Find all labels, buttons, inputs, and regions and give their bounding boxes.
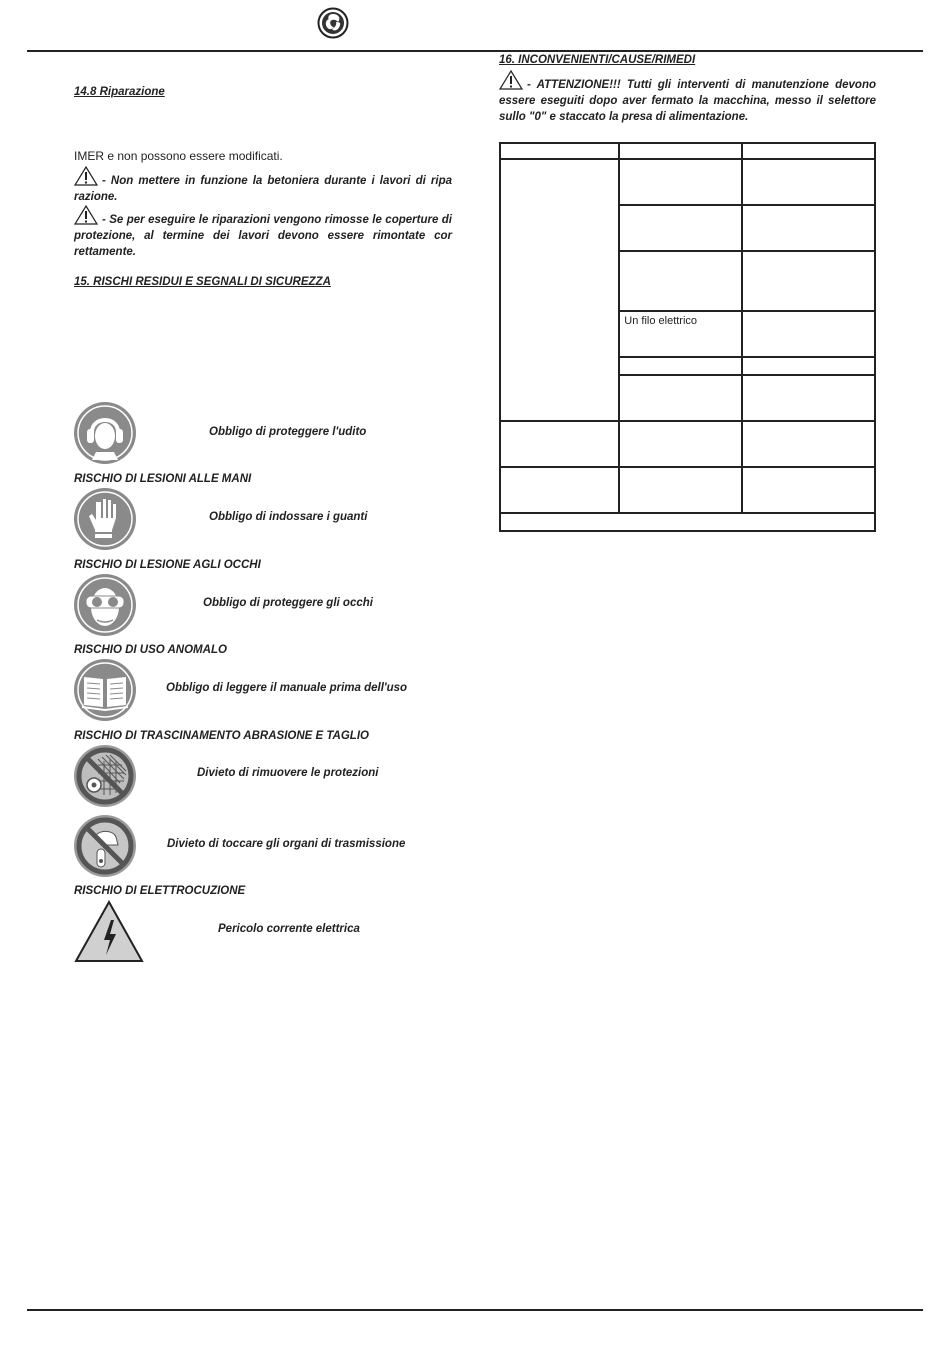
section-14-8-title: 14.8 Riparazione bbox=[74, 86, 165, 98]
attention-warning-text: - ATTENZIONE!!! Tutti gli interventi di manutenzione devono essere eseguiti dopo aver fermato la macchina, messo il selettore sullo "0" e staccato la presa di alimentazione. bbox=[499, 79, 876, 123]
table-cell bbox=[742, 311, 875, 357]
imer-text: IMER e non possono essere modificati. bbox=[74, 149, 283, 163]
table-cell bbox=[500, 513, 875, 531]
table-cell bbox=[742, 251, 875, 311]
table-cell bbox=[500, 143, 619, 159]
drag-risk-title: RISCHIO DI TRASCINAMENTO ABRASIONE E TAGLIO bbox=[74, 730, 369, 742]
table-cell-wire: Un filo elettrico bbox=[619, 311, 742, 357]
table-cell bbox=[742, 421, 875, 467]
table-cell bbox=[619, 467, 742, 513]
table-row bbox=[500, 159, 875, 205]
no-touch-transmission-icon bbox=[74, 815, 136, 877]
section-16-title: 16. INCONVENIENTI/CAUSE/RIMEDI bbox=[499, 54, 696, 66]
table-footer-row bbox=[500, 513, 875, 531]
table-row bbox=[500, 421, 875, 467]
read-manual-label: Obbligo di leggere il manuale prima dell'uso bbox=[166, 682, 408, 694]
hearing-protection-label: Obbligo di proteggere l'udito bbox=[209, 426, 367, 438]
no-remove-guards-label: Divieto di rimuovere le protezioni bbox=[197, 767, 379, 779]
warning-repair-operation-text: - Non mettere in funzione la betoniera durante i lavori di ripa razione. bbox=[74, 175, 452, 203]
table-cell bbox=[619, 205, 742, 251]
electric-hazard-label: Pericolo corrente elettrica bbox=[218, 923, 360, 935]
eye-protection-sign bbox=[74, 574, 136, 636]
table-cell bbox=[500, 467, 619, 513]
table-cell bbox=[619, 375, 742, 421]
table-header-row bbox=[500, 143, 875, 159]
header-logo bbox=[317, 7, 349, 39]
troubleshooting-table bbox=[499, 142, 876, 532]
electrocution-risk-title: RISCHIO DI ELETTROCUZIONE bbox=[74, 885, 246, 897]
header-rule bbox=[27, 50, 923, 52]
no-touch-transmission-sign bbox=[74, 815, 136, 877]
table-cell bbox=[619, 159, 742, 205]
warning-triangle-icon bbox=[499, 70, 523, 90]
eye-protection-label: Obbligo di proteggere gli occhi bbox=[203, 597, 373, 609]
warning-triangle-icon bbox=[74, 166, 98, 186]
footer-rule bbox=[27, 1309, 923, 1311]
warning-repair-operation bbox=[74, 166, 452, 205]
table-cell bbox=[619, 143, 742, 159]
warning-triangle-icon bbox=[74, 205, 98, 225]
table-cell bbox=[500, 159, 619, 421]
gloves-icon bbox=[74, 488, 136, 550]
table-cell bbox=[742, 159, 875, 205]
table-cell bbox=[742, 357, 875, 375]
read-manual-sign bbox=[74, 659, 136, 721]
no-touch-transmission-label: Divieto di toccare gli organi di trasmissione bbox=[167, 838, 406, 850]
imer-logo-icon bbox=[317, 7, 349, 39]
misuse-risk-title: RISCHIO DI USO ANOMALO bbox=[74, 644, 227, 656]
gloves-sign bbox=[74, 488, 136, 550]
table-cell bbox=[742, 205, 875, 251]
attention-warning bbox=[499, 70, 876, 125]
warning-protection-covers bbox=[74, 205, 452, 260]
table-cell bbox=[742, 143, 875, 159]
table-cell bbox=[500, 421, 619, 467]
no-remove-guards-sign bbox=[74, 745, 136, 807]
no-remove-guards-icon bbox=[74, 745, 136, 807]
manual-book-icon bbox=[74, 659, 136, 721]
table-cell bbox=[619, 251, 742, 311]
warning-protection-covers-text: - Se per eseguire le riparazioni vengono rimosse le coperture di protezione, al termine dei lavori devono essere rimontate cor rettamente. bbox=[74, 214, 452, 258]
hearing-protection-sign bbox=[74, 402, 136, 464]
table-cell bbox=[742, 375, 875, 421]
table-row bbox=[500, 467, 875, 513]
lightning-warning-icon bbox=[74, 900, 144, 963]
gloves-label: Obbligo di indossare i guanti bbox=[209, 511, 368, 523]
eyes-risk-title: RISCHIO DI LESIONE AGLI OCCHI bbox=[74, 559, 261, 571]
table-cell bbox=[619, 421, 742, 467]
ear-protection-icon bbox=[74, 402, 136, 464]
section-15-title: 15. RISCHI RESIDUI E SEGNALI DI SICUREZZA bbox=[74, 276, 331, 288]
goggles-icon bbox=[74, 574, 136, 636]
table-cell bbox=[742, 467, 875, 513]
electric-hazard-sign bbox=[74, 900, 144, 963]
hands-risk-title: RISCHIO DI LESIONI ALLE MANI bbox=[74, 473, 252, 485]
table-cell bbox=[619, 357, 742, 375]
